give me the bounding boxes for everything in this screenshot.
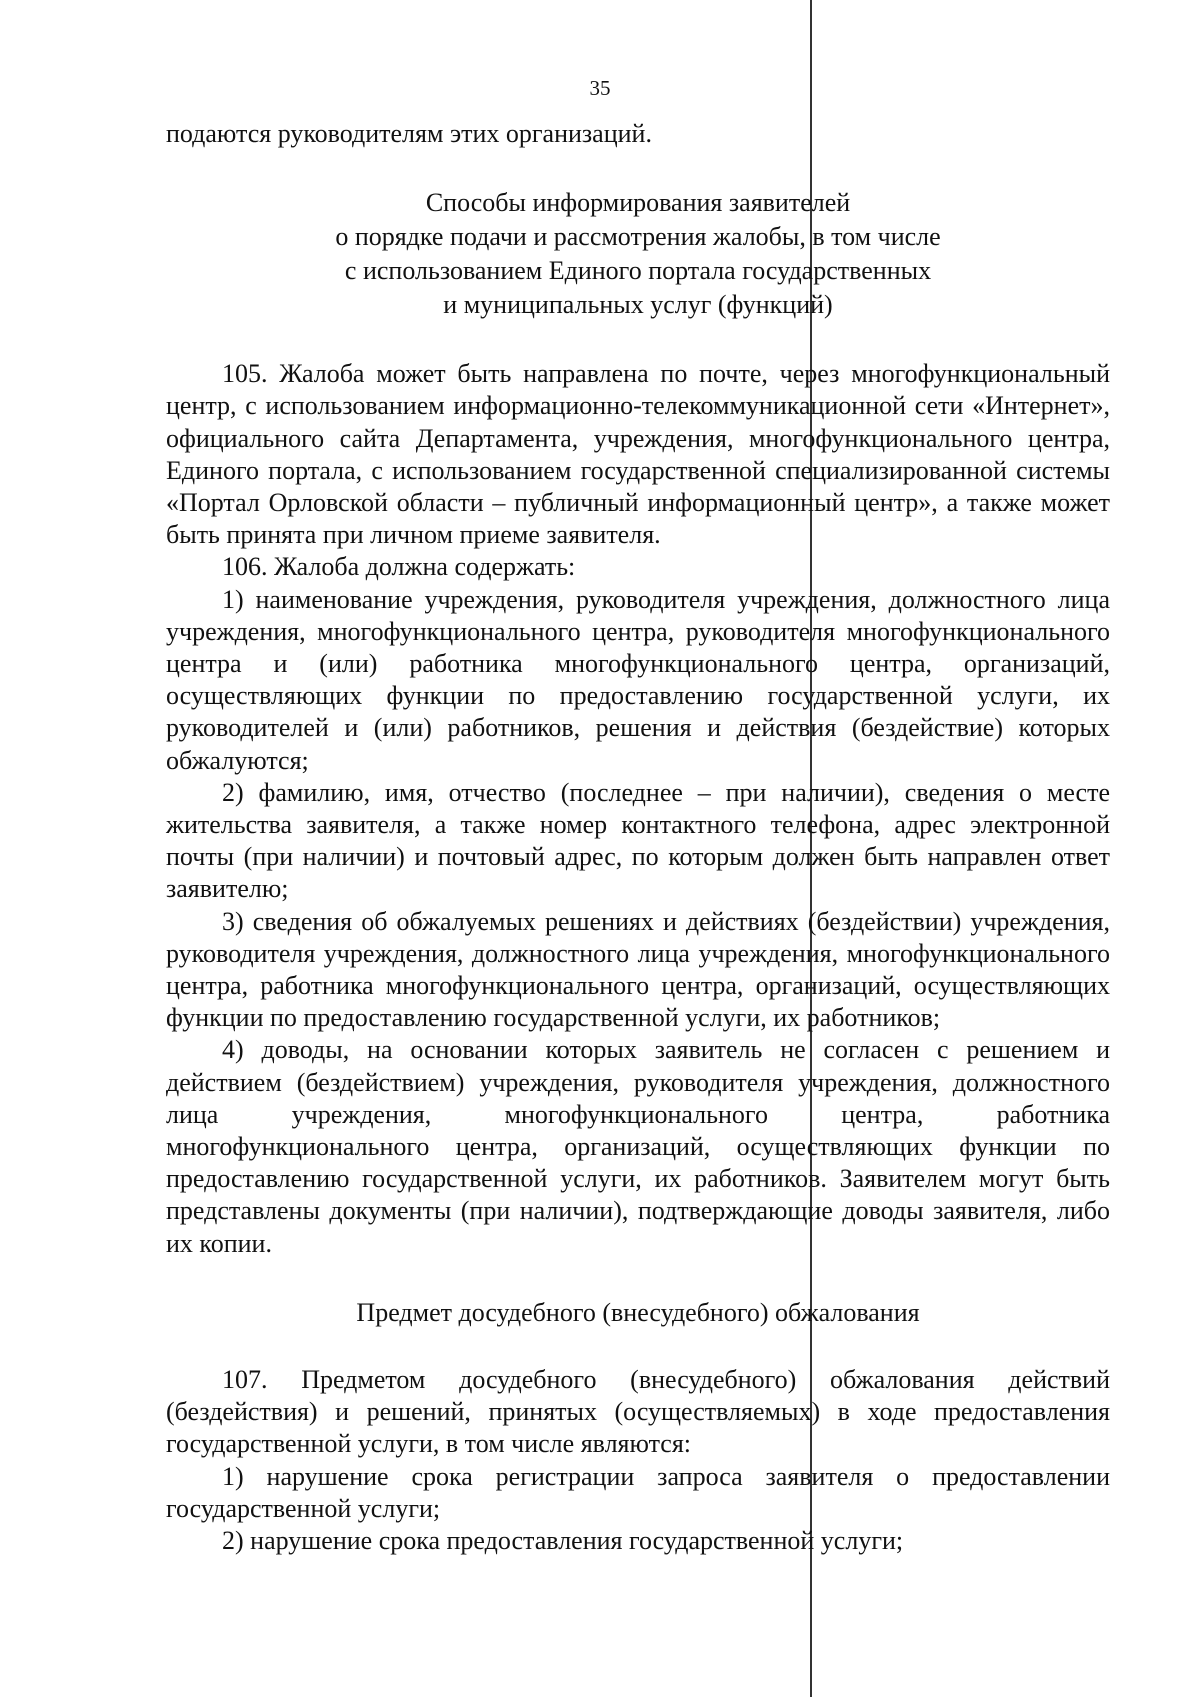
heading-line: о порядке подачи и рассмотрения жалобы, в том числе [335,222,941,252]
section-heading-appeal-subject: Предмет досудебного (внесудебного) обжалования [356,1297,920,1327]
heading-line: Способы информирования заявителей [425,188,851,218]
paragraph-106-intro: 106. Жалоба должна содержать: [222,552,576,582]
paragraph-107-item: 1) нарушение срока регистрации запроса заявителя о предоставлении государственной услуги; [166,1461,1110,1523]
heading-line: и муниципальных услуг (функций) [443,290,833,320]
paragraph-105: 105. Жалоба может быть направлена по почте, через многофункциональный центр, с использованием информационно-телекоммуникационной сети «Интернет», официального сайта Департамента, учреждения, многофункционального центра, Единого портала, с использованием государственной специализированной системы «Портал Орловской области – публичный информационный центр», а также может быть принята при личном приеме заявителя. [166,359,1110,550]
paragraph-106-item: 4) доводы, на основании которых заявитель не согласен с решением и действием (бездействием) учреждения, руководителя учреждения, должностного лица учреждения, многофункционального центра, работника многофункционального центра, организаций, осуществляющих функции по предоставлению государственной услуги, их работников. Заявителем могут быть представлены документы (при наличии), подтверждающие доводы заявителя, либо их копии. [166,1035,1110,1258]
paragraph-106-item: 2) фамилию, имя, отчество (последнее – при наличии), сведения о месте жительства заявителя, а также номер контактного телефона, адрес электронной почты (при наличии) и почтовый адрес, по которым должен быть направлен ответ заявителю; [166,777,1110,904]
paragraph-107-intro: 107. Предметом досудебного (внесудебного) обжалования действий (бездействия) и решений, принятых (осуществляемых) в ходе предоставления государственной услуги, в том числе являются: [166,1364,1110,1459]
paragraph-106-item: 3) сведения об обжалуемых решениях и действиях (бездействии) учреждения, руководителя учреждения, должностного лица учреждения, многофункционального центра, работника многофункционального центра, организаций, осуществляющих функции по предоставлению государственной услуги, их работников; [166,906,1110,1033]
heading-line: с использованием Единого портала государственных [344,256,932,286]
page-number: 35 [589,76,611,100]
document-body [166,118,1110,1557]
intro-line: подаются руководителям этих организаций. [166,119,652,148]
section-heading-complaint-info [166,186,1110,322]
paragraph-107-item: 2) нарушение срока предоставления государственной услуги; [222,1525,904,1555]
paragraph-106-item: 1) наименование учреждения, руководителя учреждения, должностного лица учреждения, многофункционального центра, руководителя многофункционального центра и (или) работника многофункционального центра, организаций, осуществляющих функции по предоставлению государственной услуги, их руководителей и (или) работников, решения и действия (бездействие) которых обжалуются; [166,584,1110,775]
